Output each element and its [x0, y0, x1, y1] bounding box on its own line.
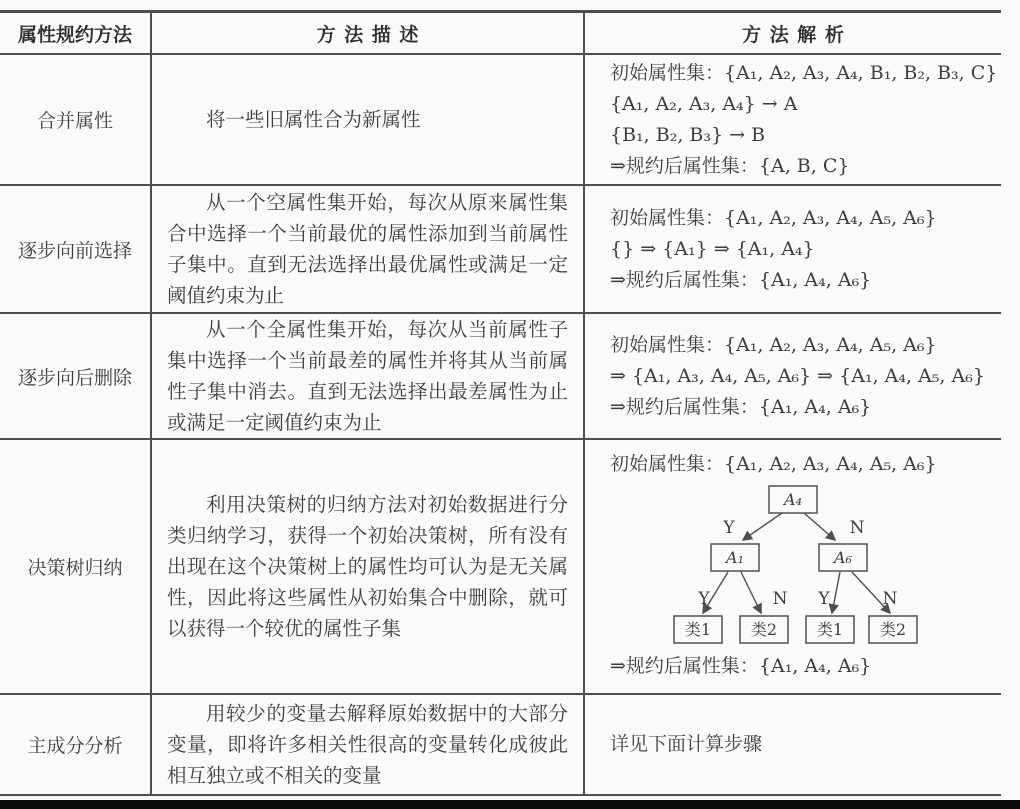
- analysis-line: {A₁, A₂, A₃, A₄} → A: [610, 92, 798, 115]
- method-cell-decision-tree: [0, 440, 150, 695]
- analysis-cell-forward-selection: [583, 186, 1001, 314]
- tree-leaf3: 类1: [816, 619, 844, 639]
- edge-label-left-right: N: [772, 588, 788, 609]
- edge-label-left-left: Y: [698, 588, 710, 609]
- edge-label-right-left: Y: [818, 588, 830, 609]
- method-cell-forward-selection: [0, 186, 150, 314]
- header-method-column: [0, 13, 150, 55]
- analysis-line: ⇒规约后属性集：{A₁, A₄, A₆}: [610, 395, 872, 418]
- method-cell-pca: [0, 695, 150, 796]
- analysis-line: ⇒ {A₁, A₃, A₄, A₅, A₆} ⇒ {A₁, A₄, A₅, A₆}: [610, 364, 985, 387]
- tree-node-root: A₄: [784, 489, 802, 509]
- description-cell-pca: [150, 695, 583, 796]
- analysis-cell-pca: [583, 695, 1001, 796]
- edge-right-to-leaf3: [832, 572, 840, 613]
- method-cell-backward-elimination: [0, 314, 150, 440]
- header-description-label: 方法描述: [316, 23, 427, 46]
- method-label: 决策树归纳: [27, 557, 123, 579]
- analysis-line: {} ⇒ {A₁} ⇒ {A₁, A₄}: [610, 237, 815, 260]
- description-cell-merge: [150, 55, 583, 186]
- edge-label-right-right: N: [882, 588, 898, 609]
- analysis-line: ⇒规约后属性集：{A, B, C}: [610, 154, 850, 177]
- description-text: 从一个空属性集开始，每次从原来属性集合中选择一个当前最优的属性添加到当前属性子集中。直到无法选择出最优属性或满足一定阈值约束为止: [167, 191, 568, 307]
- method-label: 逐步向后删除: [17, 366, 132, 389]
- analysis-line: 初始属性集：{A₁, A₂, A₃, A₄, A₅, A₆}: [610, 453, 937, 475]
- analysis-cell-backward-elimination: [583, 314, 1001, 440]
- header-method-label: 属性规约方法: [17, 23, 132, 46]
- method-label: 主成分分析: [27, 735, 123, 757]
- decision-tree-diagram: [610, 483, 1010, 649]
- header-analysis-column: [583, 13, 1001, 55]
- description-text: 将一些旧属性合为新属性: [206, 108, 421, 131]
- analysis-line: 初始属性集：{A₁, A₂, A₃, A₄, A₅, A₆}: [610, 333, 937, 356]
- edge-root-to-right: [804, 513, 835, 540]
- analysis-cell-merge: [583, 55, 1001, 186]
- analysis-cell-decision-tree: [583, 440, 1001, 695]
- description-cell-backward-elimination: [150, 314, 583, 440]
- method-cell-merge: [0, 55, 150, 186]
- analysis-line: 初始属性集：{A₁, A₂, A₃, A₄, A₅, A₆}: [610, 206, 937, 229]
- edge-root-to-left: [743, 513, 782, 540]
- edge-label-root-left: Y: [723, 517, 735, 538]
- description-cell-decision-tree: [150, 440, 583, 695]
- header-analysis-label: 方法解析: [742, 23, 853, 46]
- tree-node-left: A₁: [726, 547, 744, 567]
- method-label: 逐步向前选择: [17, 239, 132, 262]
- page-bottom-scan-bar: [0, 800, 1020, 809]
- description-text: 从一个全属性集开始，每次从当前属性子集中选择一个当前最差的属性并将其从当前属性子集中消去。直到无法选择出最差属性为止或满足一定阈值约束为止: [167, 318, 568, 434]
- edge-left-to-leaf2: [741, 572, 761, 613]
- analysis-line: ⇒规约后属性集：{A₁, A₄, A₆}: [610, 268, 872, 291]
- tree-leaf2: 类2: [750, 619, 778, 639]
- tree-leaf4: 类2: [879, 619, 907, 639]
- edge-label-root-right: N: [849, 517, 865, 538]
- analysis-line: 详见下面计算步骤: [610, 733, 763, 755]
- header-description-column: [150, 13, 583, 55]
- analysis-line: {B₁, B₂, B₃} → B: [610, 123, 766, 146]
- analysis-line: ⇒规约后属性集：{A₁, A₄, A₆}: [610, 655, 872, 677]
- tree-leaf1: 类1: [684, 619, 712, 639]
- description-text: 用较少的变量去解释原始数据中的大部分变量，即将许多相关性很高的变量转化成彼此相互独立或不相关的变量: [167, 702, 568, 787]
- analysis-line: 初始属性集：{A₁, A₂, A₃, A₄, B₁, B₂, B₃, C}: [610, 61, 998, 84]
- attribute-reduction-table: [0, 10, 1001, 796]
- tree-node-right: A₆: [834, 547, 852, 567]
- method-label: 合并属性: [36, 110, 113, 132]
- description-text: 利用决策树的归纳方法对初始数据进行分类归纳学习，获得一个初始决策树，所有没有出现在这个决策树上的属性均可认为是无关属性，因此将这些属性从初始集合中删除，就可以获得一个较优的属性子集: [167, 493, 568, 640]
- description-cell-forward-selection: [150, 186, 583, 314]
